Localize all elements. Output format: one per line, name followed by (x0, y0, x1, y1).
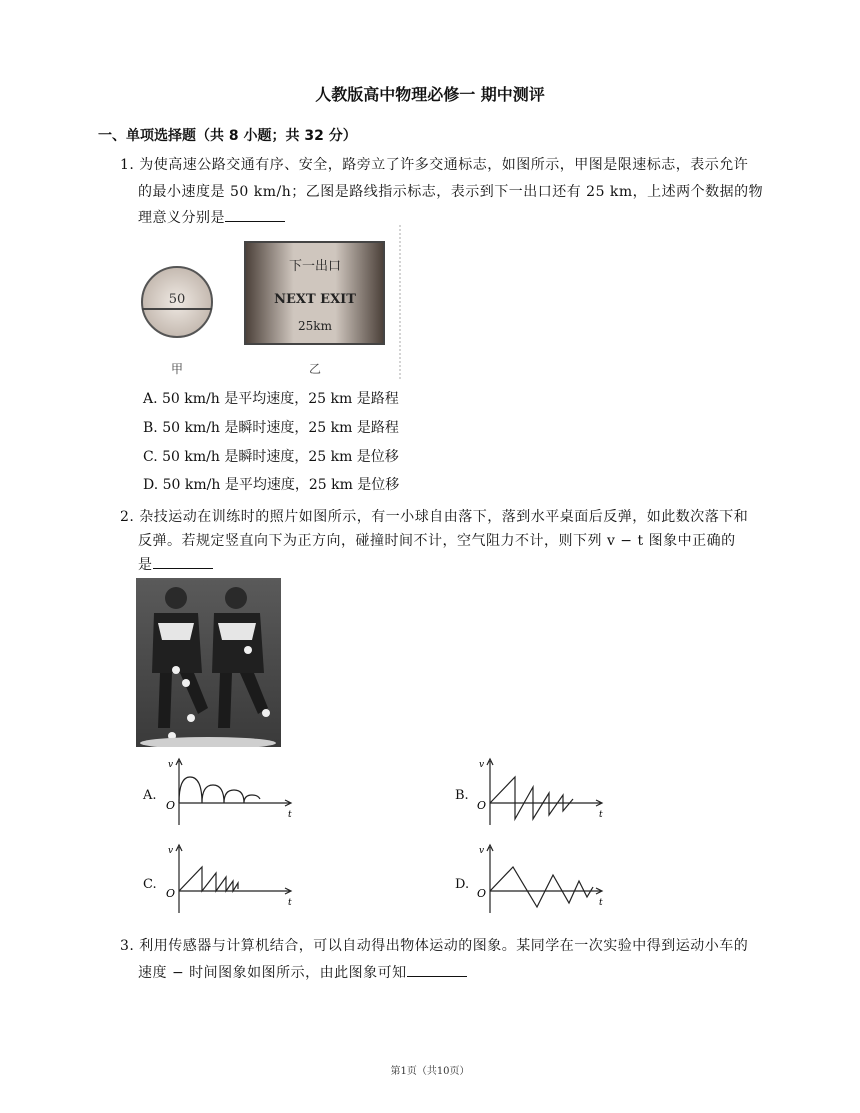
answer-blank[interactable] (407, 964, 467, 977)
answer-blank[interactable] (225, 209, 285, 222)
svg-text:v: v (168, 846, 174, 856)
label-yi: 乙 (308, 362, 322, 376)
traffic-signs-figure (135, 225, 405, 385)
graph-c[interactable] (162, 843, 297, 915)
svg-text:t: t (599, 810, 603, 820)
graph-c-label[interactable]: C. (143, 877, 157, 892)
svg-text:v: v (479, 760, 485, 770)
svg-text:O: O (166, 887, 176, 900)
graph-b-label[interactable]: B. (455, 788, 469, 803)
svg-text:O: O (477, 887, 487, 900)
svg-text:O: O (477, 799, 487, 812)
origin-o: O (166, 799, 176, 812)
svg-text:t: t (288, 898, 292, 908)
page-title: 人教版高中物理必修一 期中测评 (315, 85, 545, 104)
q3-line1: 3. 利用传感器与计算机结合，可以自动得出物体运动的图象。某同学在一次实验中得到运动小车的 (120, 938, 749, 954)
speed-limit-sign (142, 267, 212, 337)
q2-line2: 反弹。若规定竖直向下为正方向，碰撞时间不计，空气阻力不计，则下列 v − t 图象中正确的 (138, 533, 736, 549)
q1-line1: 1. 为使高速公路交通有序、安全，路旁立了许多交通标志，如图所示，甲图是限速标志，表示允许 (120, 157, 749, 173)
q2-line3: 是 (138, 554, 213, 574)
sign-exit-dist: 25km (298, 319, 332, 333)
answer-blank[interactable] (153, 556, 213, 569)
q1-option-a[interactable]: A. 50 km/h 是平均速度，25 km 是路程 (143, 391, 399, 407)
section-heading: 一、单项选择题（共 8 小题；共 32 分） (98, 128, 357, 144)
graph-d[interactable] (473, 843, 608, 915)
axis-t: t (288, 810, 292, 820)
q1-option-d[interactable]: D. 50 km/h 是平均速度，25 km 是位移 (143, 477, 400, 493)
graph-a[interactable] (162, 757, 297, 829)
label-jia: 甲 (170, 362, 184, 376)
page-footer: 第1页（共10页） (390, 1066, 470, 1077)
sign-speed-text: 50 (168, 292, 186, 307)
exit-sign (245, 242, 384, 344)
q1-option-b[interactable]: B. 50 km/h 是瞬时速度，25 km 是路程 (143, 420, 399, 436)
axis-v: v (168, 760, 174, 770)
q1-line3: 理意义分别是 (138, 207, 285, 227)
q1-line2: 的最小速度是 50 km/h；乙图是路线指示标志，表示到下一出口还有 25 km，上述两个数据的物 (138, 184, 764, 200)
sign-exit-en: NEXT EXIT (274, 292, 356, 307)
svg-text:v: v (479, 846, 485, 856)
graph-a-label[interactable]: A. (143, 788, 157, 803)
q3-line2: 速度 − 时间图象如图所示，由此图象可知 (138, 962, 467, 982)
graph-d-label[interactable]: D. (455, 877, 470, 892)
svg-text:t: t (599, 898, 603, 908)
q2-line1: 2. 杂技运动在训练时的照片如图所示，有一小球自由落下，落到水平桌面后反弹，如此数次落下和 (120, 509, 749, 525)
sign-exit-cn: 下一出口 (288, 259, 342, 274)
q1-option-c[interactable]: C. 50 km/h 是瞬时速度，25 km 是位移 (143, 449, 399, 465)
juggling-photo (136, 578, 281, 747)
graph-b[interactable] (473, 757, 608, 829)
